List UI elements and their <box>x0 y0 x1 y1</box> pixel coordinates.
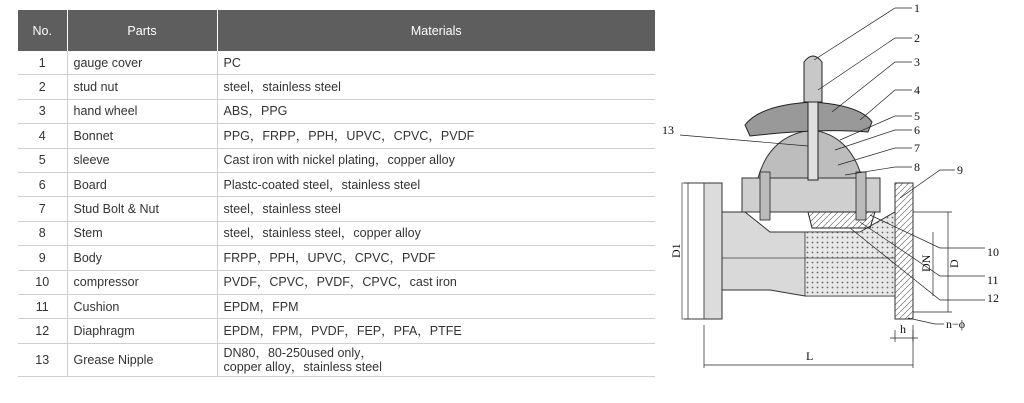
dimension-d: D <box>947 259 961 268</box>
table-row <box>18 172 655 196</box>
row-part: Stem <box>67 221 217 245</box>
row-material: ABS，PPG <box>217 99 655 123</box>
row-part: compressor <box>67 270 217 294</box>
row-material: PVDF，CPVC，PVDF，CPVC，cast iron <box>217 270 655 294</box>
table-row <box>18 124 655 148</box>
table-row <box>18 148 655 172</box>
callout-6: 6 <box>914 123 920 137</box>
header-materials: Materials <box>217 10 655 51</box>
header-parts: Parts <box>67 10 217 51</box>
row-part: Board <box>67 172 217 196</box>
row-material: Cast iron with nickel plating，copper alloy <box>217 148 655 172</box>
row-no: 1 <box>18 51 67 75</box>
stud-bolt-right <box>856 172 866 220</box>
row-part: Stud Bolt & Nut <box>67 197 217 221</box>
row-part: stud nut <box>67 75 217 99</box>
callout-13: 13 <box>662 123 674 137</box>
row-no: 6 <box>18 172 67 196</box>
dimension-holes: n−ϕ <box>946 317 966 331</box>
callout-12: 12 <box>987 291 999 305</box>
callout-1: 1 <box>914 1 920 15</box>
row-part: Body <box>67 246 217 270</box>
callout-5: 5 <box>914 109 920 123</box>
row-material: EPDM，FPM <box>217 294 655 318</box>
row-no: 11 <box>18 294 67 318</box>
callout-9: 9 <box>957 163 963 177</box>
row-part: gauge cover <box>67 51 217 75</box>
row-no: 7 <box>18 197 67 221</box>
row-part: Grease Nipple <box>67 343 217 376</box>
row-no: 13 <box>18 343 67 376</box>
table-row <box>18 197 655 221</box>
row-no: 8 <box>18 221 67 245</box>
row-no: 9 <box>18 246 67 270</box>
row-material: steel，stainless steel，copper alloy <box>217 221 655 245</box>
table-row <box>18 51 655 75</box>
valve-cross-section-diagram <box>660 0 1024 403</box>
table-row <box>18 75 655 99</box>
header-no: No. <box>18 10 67 51</box>
row-no: 3 <box>18 99 67 123</box>
left-flange <box>704 183 722 319</box>
row-material: steel，stainless steel <box>217 197 655 221</box>
row-part: Diaphragm <box>67 319 217 343</box>
row-no: 12 <box>18 319 67 343</box>
row-material: PC <box>217 51 655 75</box>
gauge-cover <box>804 56 822 102</box>
right-flange <box>895 183 913 319</box>
dimension-l: L <box>806 349 814 363</box>
row-no: 2 <box>18 75 67 99</box>
table-row <box>18 246 655 270</box>
table-row <box>18 294 655 318</box>
row-part: sleeve <box>67 148 217 172</box>
table-row <box>18 319 655 343</box>
left-flange-outline <box>682 183 704 319</box>
row-no: 10 <box>18 270 67 294</box>
row-material: steel，stainless steel <box>217 75 655 99</box>
row-no: 5 <box>18 148 67 172</box>
row-no: 4 <box>18 124 67 148</box>
table-row <box>18 99 655 123</box>
table-header-row <box>18 10 655 51</box>
parts-materials-table <box>18 10 655 377</box>
dimension-h: h <box>900 322 906 336</box>
row-part: hand wheel <box>67 99 217 123</box>
dimension-dn: DN <box>919 254 933 272</box>
table-row <box>18 343 655 376</box>
row-part: Cushion <box>67 294 217 318</box>
callout-7: 7 <box>914 141 920 155</box>
table-row <box>18 270 655 294</box>
table-row <box>18 221 655 245</box>
callout-10: 10 <box>987 245 999 259</box>
callout-2: 2 <box>914 31 920 45</box>
callout-8: 8 <box>914 160 920 174</box>
dimension-d1: D1 <box>669 243 683 258</box>
row-material: PPG，FRPP，PPH，UPVC，CPVC，PVDF <box>217 124 655 148</box>
row-material: EPDM，FPM，PVDF，FEP，PFA，PTFE <box>217 319 655 343</box>
row-material: FRPP，PPH，UPVC，CPVC，PVDF <box>217 246 655 270</box>
row-part: Bonnet <box>67 124 217 148</box>
row-material: DN80，80-250used only， copper alloy，stainless steel <box>217 343 655 376</box>
stud-bolt-left <box>760 172 770 220</box>
callout-11: 11 <box>987 273 999 287</box>
row-material: Plastc-coated steel，stainless steel <box>217 172 655 196</box>
callout-3: 3 <box>914 55 920 69</box>
callout-4: 4 <box>914 83 920 97</box>
